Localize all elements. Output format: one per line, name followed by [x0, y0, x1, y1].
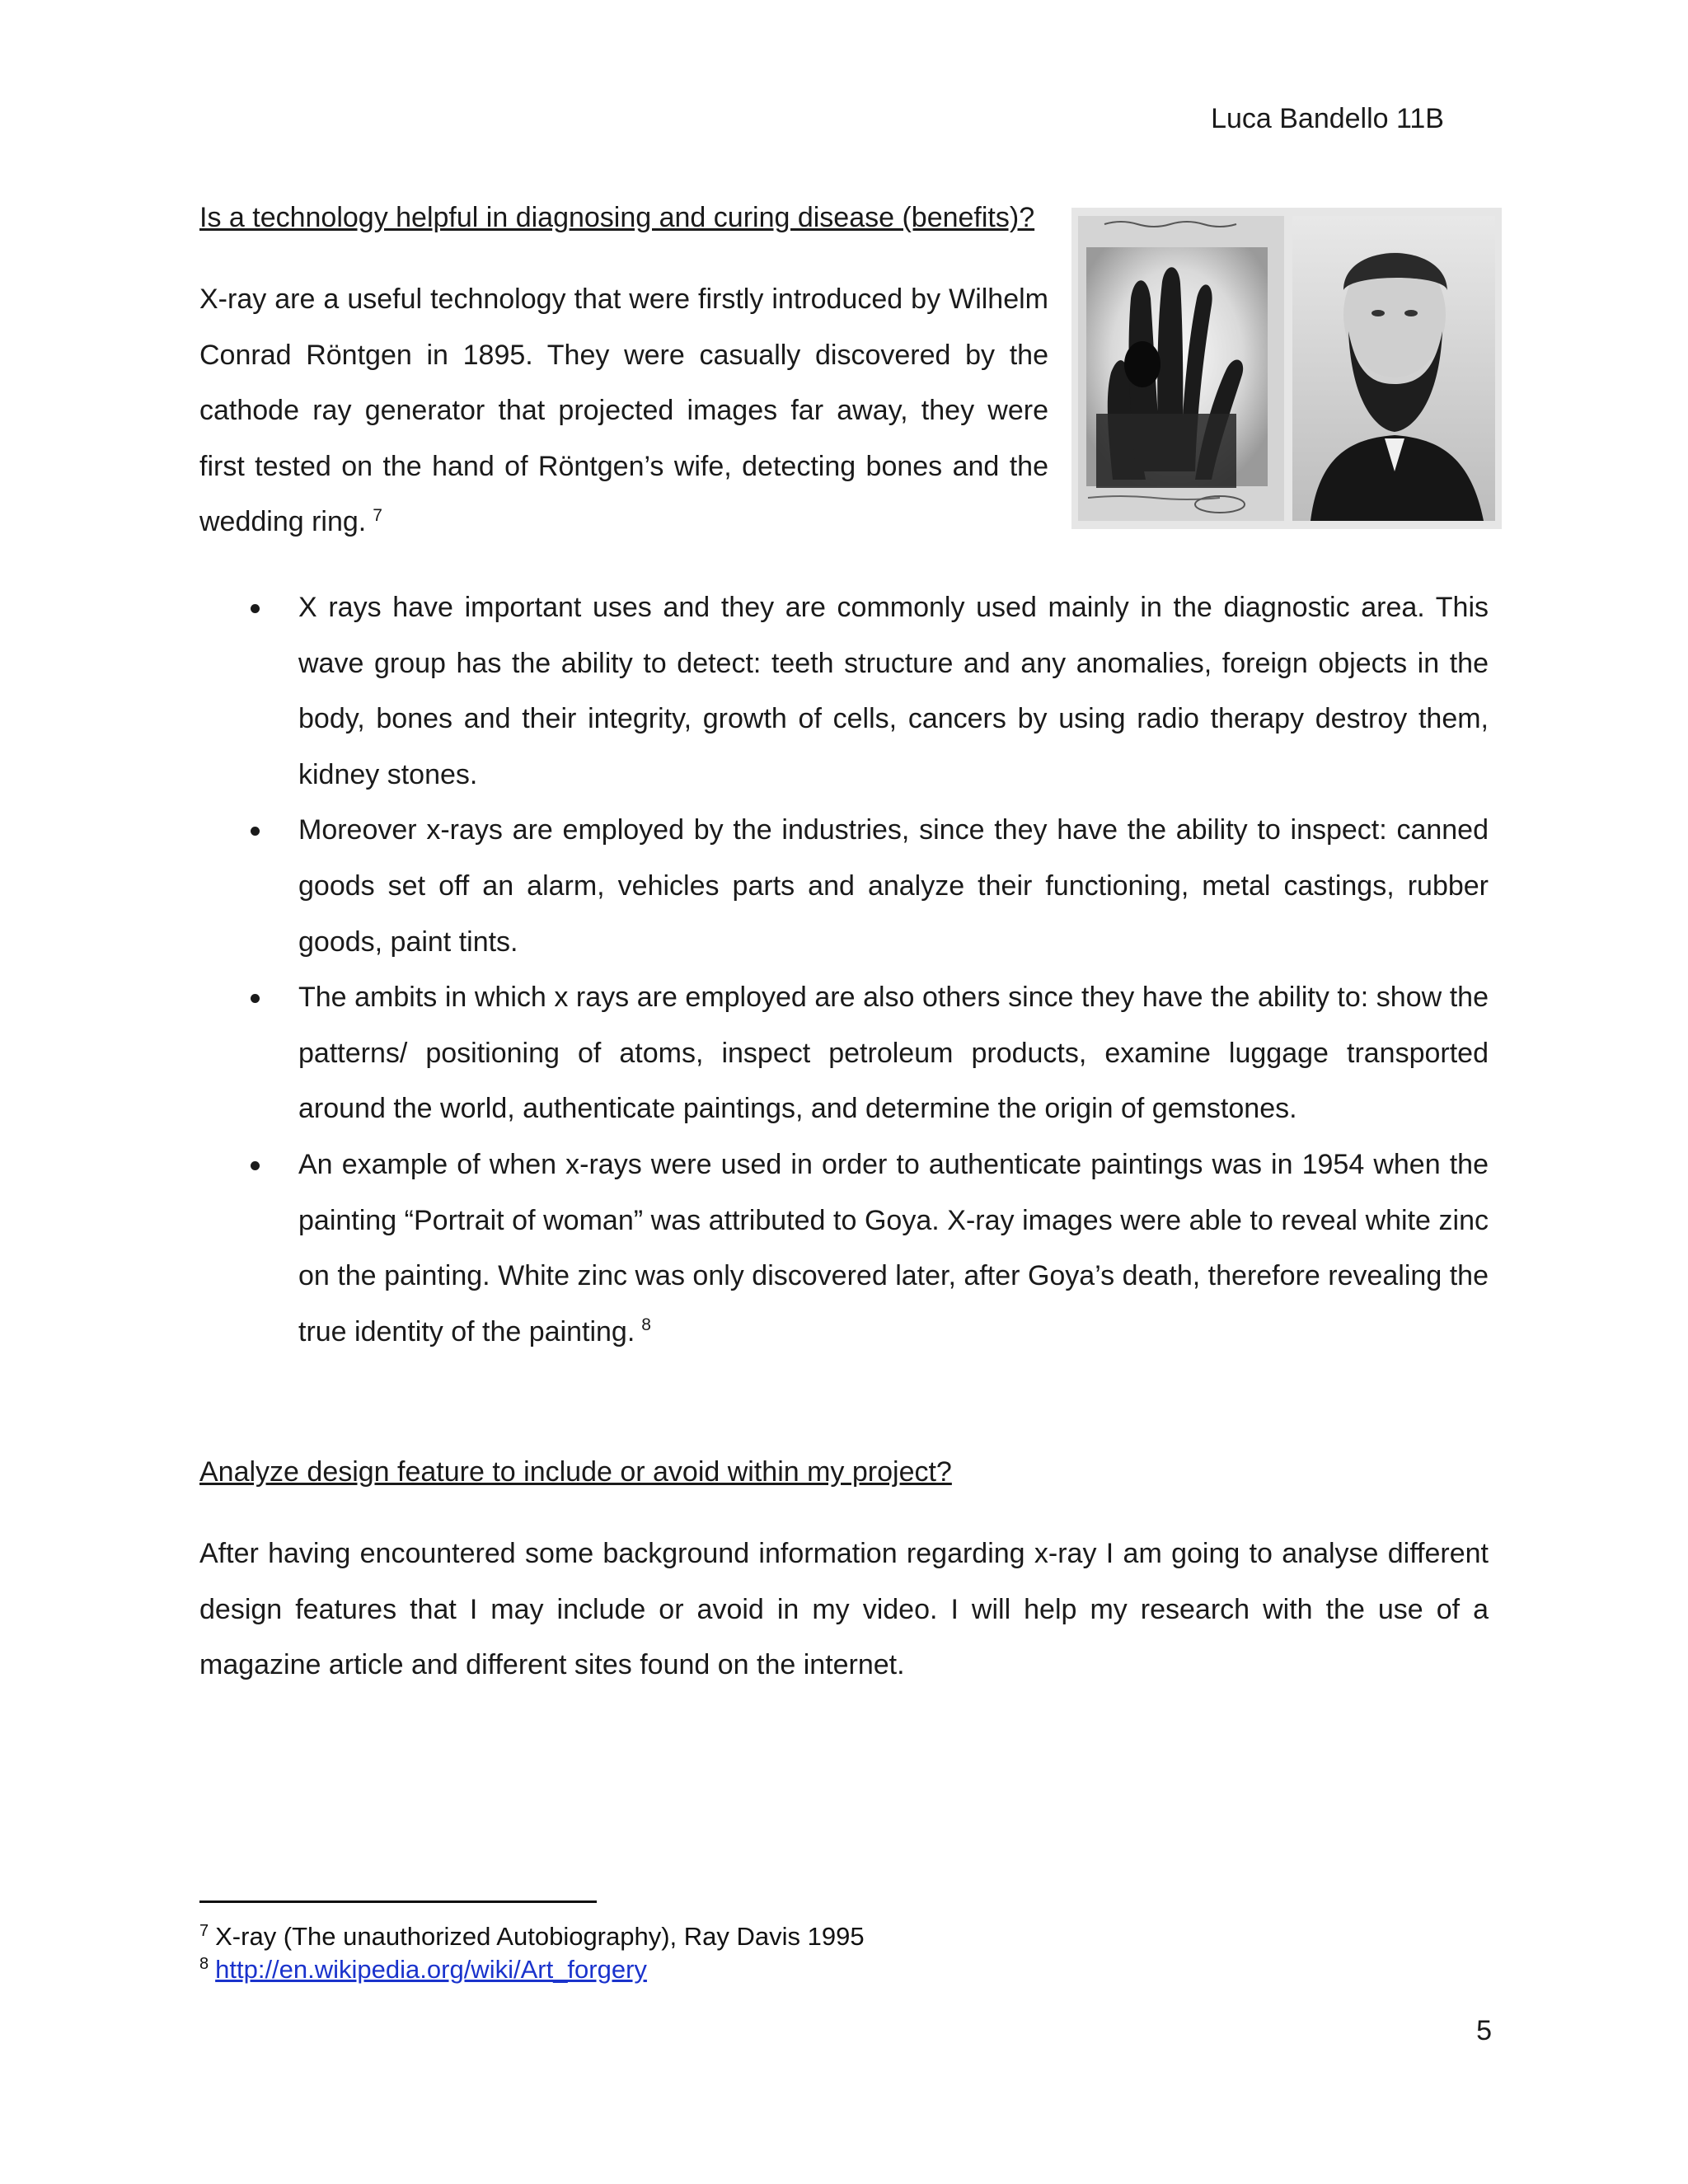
intro-text: X-ray are a useful technology that were firstly introduced by Wilhelm Conrad Röntgen in 1895. They were casually discovered by the cathode ray generator that projected images far away, they were first tested on the hand of Röntgen’s wife, detecting bones and the wedding ring. — [199, 284, 1048, 538]
bullet-item-industry — [199, 803, 1489, 970]
design-paragraph: After having encountered some background information regarding x-ray I am going to analyse different design features that I may include or avoid in my video. I will help my research with the use of a magazine article and different sites found on the internet. — [199, 1538, 1489, 1681]
xray-hand-and-rontgen-portrait-image — [1071, 208, 1502, 529]
section-heading-design: Analyze design feature to include or avoid within my project? — [199, 1456, 952, 1488]
footnote-8 — [199, 1953, 647, 1986]
bullet-text: An example of when x-rays were used in order to authenticate paintings was in 1954 when the painting “Portrait of woman” was attributed to Goya. X-ray images were able to reveal white zinc on the painting. White zinc was only discovered later, after Goya’s death, therefore revealing the true identity of the painting. — [298, 1148, 1489, 1347]
footnote-link[interactable]: http://en.wikipedia.org/wiki/Art_forgery — [215, 1955, 647, 1984]
bullet-item-other-ambits — [199, 970, 1489, 1137]
footnote-ref-7: 7 — [373, 506, 382, 526]
bullet-text: Moreover x-rays are employed by the industries, since they have the ability to inspect: canned goods set off an alarm, vehicles parts and analyze their functioning, metal castings, rubber goods, paint tints. — [298, 814, 1489, 958]
bullet-item-diagnostic — [199, 580, 1489, 803]
bullet-dot-icon — [251, 827, 260, 836]
intro-paragraph — [199, 272, 1048, 551]
header-author: Luca Bandello 11B — [1211, 103, 1444, 134]
section-heading-benefits: Is a technology helpful in diagnosing and curing disease (benefits)? — [199, 202, 1035, 233]
rontgen-portrait-panel — [1292, 216, 1495, 521]
xray-uses-bullet-list — [199, 580, 1489, 1360]
footnote-number: 8 — [199, 1954, 209, 1973]
xray-hand-panel — [1078, 216, 1284, 521]
bullet-item-goya-example — [199, 1137, 1489, 1360]
footnote-7 — [199, 1920, 865, 1953]
bullet-dot-icon — [251, 1161, 260, 1170]
footnote-text: X-ray (The unauthorized Autobiography), Ray Davis 1995 — [215, 1922, 865, 1951]
footnote-number: 7 — [199, 1921, 209, 1940]
bullet-text: X rays have important uses and they are commonly used mainly in the diagnostic area. This wave group has the ability to detect: teeth structure and any anomalies, foreign objects in the body, bones and their integrity, growth of cells, cancers by using radio therapy destroy them, kidney stones. — [298, 592, 1489, 790]
bullet-dot-icon — [251, 994, 260, 1003]
footnote-separator — [199, 1900, 597, 1903]
bullet-text: The ambits in which x rays are employed are also others since they have the ability to: show the patterns/ positioning of atoms, inspect petroleum products, examine luggage transported around the world, authenticate paintings, and determine the origin of gemstones. — [298, 982, 1489, 1125]
page-number: 5 — [1476, 2015, 1492, 2046]
xray-photo-graphic — [1071, 208, 1502, 529]
bullet-dot-icon — [251, 604, 260, 613]
footnote-ref-8: 8 — [641, 1315, 651, 1335]
